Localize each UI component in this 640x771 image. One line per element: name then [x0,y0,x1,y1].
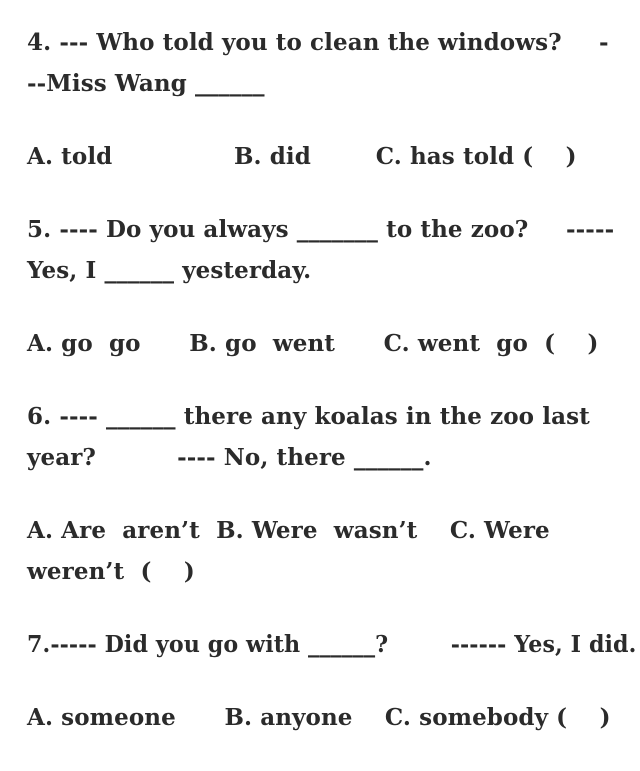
question-5-prompt-line-1-tail: ----- [566,216,615,243]
question-5-prompt-line-1: 5. ---- Do you always _______ to the zoo? [27,216,529,243]
question-4-prompt-line-1: 4. --- Who told you to clean the windows? [27,29,562,56]
question-5-options: A. go go B. go went C. went go ( ) [27,330,599,357]
question-4-prompt-line-1-tail: - [599,29,609,56]
question-7-options: A. someone B. anyone C. somebody ( ) [27,704,611,731]
question-6-options-line-1: A. Are aren’t B. Were wasn’t C. Were [27,517,550,544]
question-4-prompt-line-2: --Miss Wang ______ [27,70,265,97]
question-6-prompt-line-1: 6. ---- ______ there any koalas in the zoo last [27,403,590,430]
question-7-prompt: 7.----- Did you go with ______? ------ Yes, I did. [27,631,637,658]
question-5-prompt-line-2: Yes, I ______ yesterday. [27,257,312,284]
question-6-options-line-2: weren’t ( ) [27,558,195,585]
question-6-prompt-line-2: year? ---- No, there ______. [27,444,432,471]
question-4-options: A. told B. did C. has told ( ) [27,143,577,170]
